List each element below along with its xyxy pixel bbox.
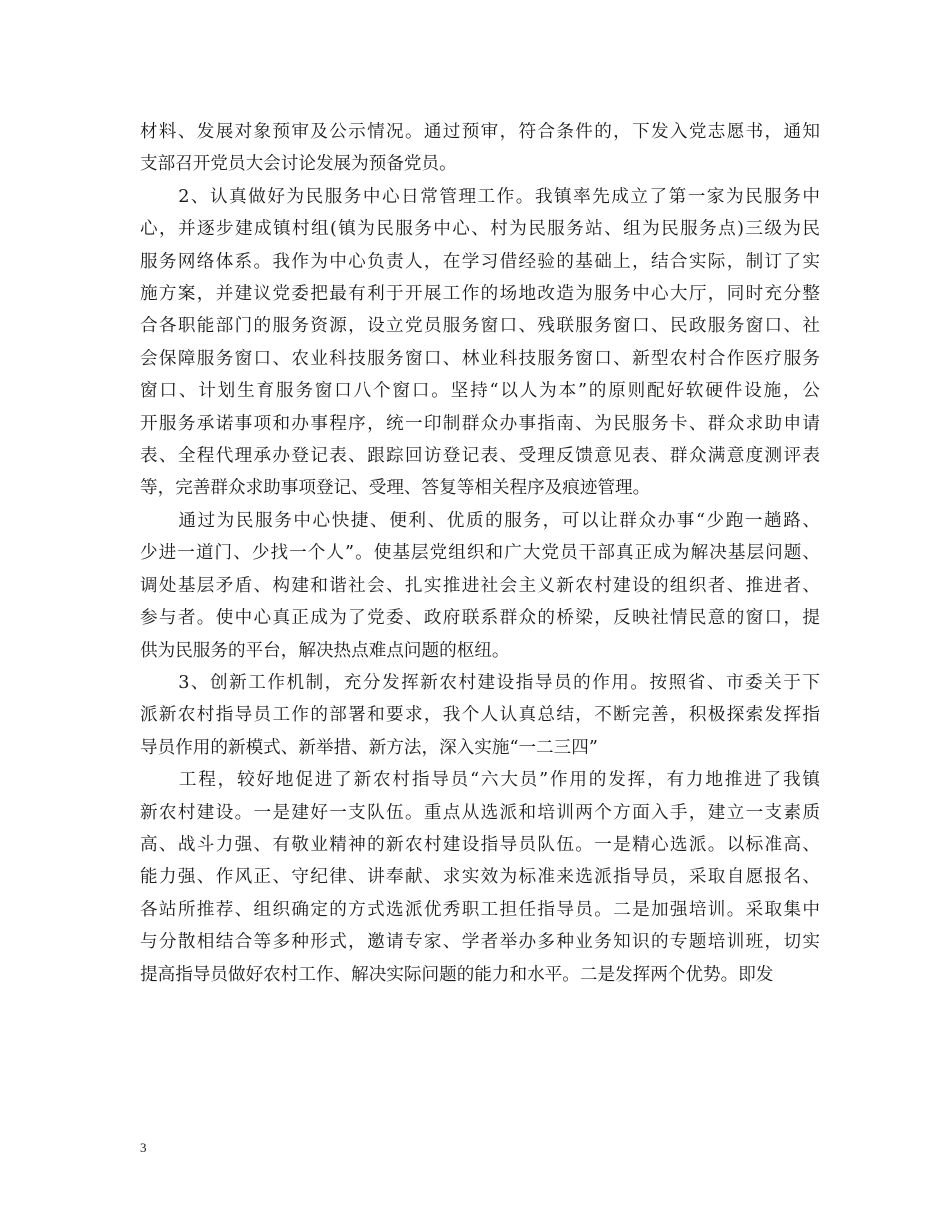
text-line: 材料、发展对象预审及公示情况。通过预审，符合条件的，下发入党志愿书，通知 [140,122,820,142]
paragraph [140,667,820,764]
document-body [140,116,820,991]
text-line: 参与者。使中心真正成为了党委、政府联系群众的桥梁，反映社情民意的窗口，提 [140,608,820,629]
text-line: 与分散相结合等多种形式，邀请专家、学者举办多种业务知识的专题培训班，切实 [140,932,820,953]
text-line: 派新农村指导员工作的部署和要求，我个人认真总结，不断完善，积极探索发挥指 [140,705,820,726]
text-line: 合各职能部门的服务资源，设立党员服务窗口、残联服务窗口、民政服务窗口、社 [140,316,820,337]
text-line: 工程，较好地促进了新农村指导员“六大员”作用的发挥，有力地推进了我镇 [140,770,820,791]
text-line: 支部召开党员大会讨论发展为预备党员。 [140,154,457,175]
text-line: 窗口、计划生育服务窗口八个窗口。坚持“以人为本”的原则配好软硬件设施，公 [140,381,820,402]
text-line: 通过为民服务中心快捷、便利、优质的服务，可以让群众办事“少跑一趟路、 [140,510,820,531]
text-line: 各站所推荐、组织确定的方式选派优秀职工担任指导员。二是加强培训。采取集中 [140,899,820,920]
text-line: 开服务承诺事项和办事程序，统一印制群众办事指南、为民服务卡、群众求助申请 [140,413,820,434]
text-line: 表、全程代理承办登记表、跟踪回访登记表、受理反馈意见表、群众满意度测评表 [140,446,820,467]
text-line: 3、创新工作机制，充分发挥新农村建设指导员的作用。按照省、市委关于下 [140,672,820,693]
paragraph [140,764,820,991]
text-line: 提高指导员做好农村工作、解决实际问题的能力和水平。二是发挥两个优势。即发 [140,964,774,985]
text-line: 供为民服务的平台，解决热点难点问题的枢纽。 [140,640,510,661]
text-line: 心，并逐步建成镇村组(镇为民服务中心、村为民服务站、组为民服务点)三级为民 [140,219,820,240]
text-line: 2、认真做好为民服务中心日常管理工作。我镇率先成立了第一家为民服务中 [140,186,820,207]
text-line: 施方案，并建议党委把最有利于开展工作的场地改造为服务中心大厅，同时充分整 [140,284,820,305]
text-line: 会保障服务窗口、农业科技服务窗口、林业科技服务窗口、新型农村合作医疗服务 [140,348,820,369]
text-line: 高、战斗力强、有敬业精神的新农村建设指导员队伍。一是精心选派。以标准高、 [140,834,820,855]
text-line: 调处基层矛盾、构建和谐社会、扎实推进社会主义新农村建设的组织者、推进者、 [140,575,820,596]
paragraph [140,505,820,667]
text-line: 等，完善群众求助事项登记、受理、答复等相关程序及痕迹管理。 [140,478,651,499]
text-line: 导员作用的新模式、新举措、新方法，深入实施“一二三四” [140,737,598,758]
paragraph [140,181,820,505]
text-line: 少进一道门、少找一个人”。使基层党组织和广大党员干部真正成为解决基层问题、 [140,543,820,564]
paragraph [140,116,820,181]
text-line: 服务网络体系。我作为中心负责人，在学习借经验的基础上，结合实际，制订了实 [140,251,820,272]
text-line: 新农村建设。一是建好一支队伍。重点从选派和培训两个方面入手，建立一支素质 [140,802,820,823]
page-number: 3 [140,1140,147,1155]
text-line: 能力强、作风正、守纪律、讲奉献、求实效为标准来选派指导员，采取自愿报名、 [140,867,820,888]
